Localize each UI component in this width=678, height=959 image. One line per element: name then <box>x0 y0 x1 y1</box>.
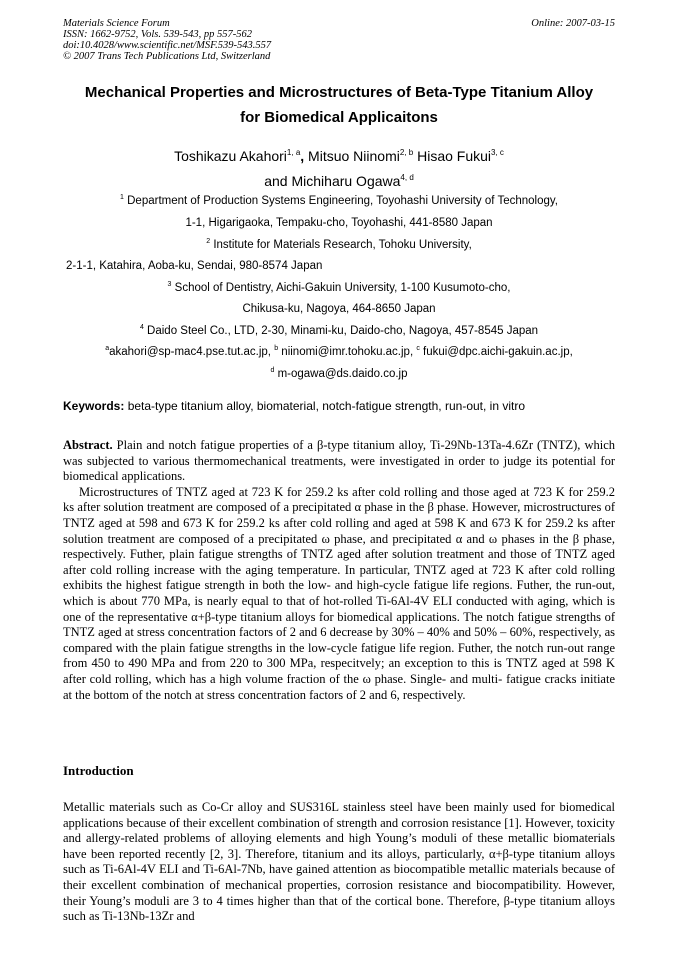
issn-line: ISSN: 1662-9752, Vols. 539-543, pp 557-562 <box>63 29 252 40</box>
affiliation-1-line-2: 1-1, Higarigaoka, Tempaku-cho, Toyohashi, 441-8580 Japan <box>185 217 493 229</box>
email-text: akahori@sp-mac4.pse.tut.ac.jp, <box>109 346 275 358</box>
author-name: Hisao Fukui <box>417 148 492 164</box>
author-sup: 3, c <box>491 148 504 157</box>
affiliation-text: Daido Steel Co., LTD, 2-30, Minami-ku, Daido-cho, Nagoya, 457-8545 Japan <box>147 325 539 337</box>
affiliation-sup: 1 <box>120 194 124 201</box>
keywords-text: beta-type titanium alloy, biomaterial, notch-fatigue strength, run-out, in vitro <box>124 399 526 413</box>
affiliation-2-line-1 <box>40 238 638 252</box>
author-line-2 <box>40 169 638 194</box>
affiliation-3-line-1 <box>40 281 638 295</box>
title-line-2: for Biomedical Applicaitons <box>240 109 438 126</box>
abstract-label: Abstract. <box>63 438 113 452</box>
email-text: niinomi@imr.tohoku.ac.jp, <box>278 346 417 358</box>
abstract-paragraph-2: Microstructures of TNTZ aged at 723 K for 259.2 ks after cold rolling and those aged at 723 K for 259.2 ks after solution treatment are composed of a precipitated α phase in the β phase. However, microstructures of TNTZ aged at 598 and 673 K for 259.2 ks after cold rolling and aged at 598 K and 673 K for 259.2 ks after solution treatment are composed of a precipitated ω phase, and precipitated α and ω phases in the β phase, respectively. Futher, plain fatigue strengths of TNTZ aged after solution treatment and those of TNTZ aged after cold rolling increase with the aging temperature. In particular, TNTZ aged at 723 K after cold rolling exhibits the highest fatigue strength in both the low- and high-cycle fatigue life regions. Futher, the run-out, which is about 770 MPa, is nearly equal to that of hot-rolled Ti-6Al-4V ELI conducted with aging, which is one of the representative α+β-type titanium alloys for biomedical applications. The notch fatigue strengths of TNTZ aged at stress concentration factors of 2 and 6 decrease by 30% – 40% and 50% – 60%, respectively, as compared with the plain fatigue strengths in the low-cycle fatigue life region. Futher, the notch run-out range from 450 to 490 MPa and from 220 to 300 MPa, respecitvely; an exception to this is TNTZ aged at 598 K after cold rolling, which has a high volume fraction of the ω phase. Single- and multi- fatigue cracks initiate at the bottom of the notch at stress concentration factors of 2 and 6, respectively. <box>63 484 615 702</box>
email-sup: c <box>416 345 420 352</box>
affiliation-1-line-1 <box>40 194 638 208</box>
journal-name: Materials Science Forum <box>63 18 170 29</box>
paper-title <box>40 80 638 130</box>
affiliation-3-line-2: Chikusa-ku, Nagoya, 464-8650 Japan <box>242 303 436 315</box>
affiliation-text: Institute for Materials Research, Tohoku University, <box>213 239 472 251</box>
author-name: and Michiharu Ogawa <box>264 173 401 189</box>
journal-header <box>63 18 615 62</box>
author-line-1: Toshikazu Akahori$^{1, a}$, Mitsuo Niinomi$^{2, b}$ Hisao Fukui$^{3, c}$ <box>174 148 504 164</box>
copyright-line: © 2007 Trans Tech Publications Ltd, Switzerland <box>63 51 271 62</box>
abstract <box>63 438 615 703</box>
author-sup: 1, a <box>286 148 301 157</box>
keywords <box>63 398 623 414</box>
email-text: m-ogawa@ds.daido.co.jp <box>274 368 408 380</box>
keywords-label: Keywords: <box>63 399 125 413</box>
affiliation-text: Department of Production Systems Engineering, Toyohashi University of Technology, <box>127 195 558 207</box>
author-name: Mitsuo Niinomi <box>308 148 400 164</box>
email-line-1 <box>40 345 638 359</box>
affiliation-4-line-1 <box>40 324 638 338</box>
email-line-2 <box>40 367 638 381</box>
online-date: Online: 2007-03-15 <box>531 18 615 29</box>
affiliation-2-line-2: 2-1-1, Katahira, Aoba-ku, Sendai, 980-8574 Japan <box>66 260 323 272</box>
author-list <box>40 144 638 194</box>
author-name: Toshikazu Akahori <box>174 148 287 164</box>
affiliation-sup: 4 <box>139 324 144 331</box>
affiliation-sup: 2 <box>206 238 211 245</box>
author-sup: 2, b <box>399 148 414 157</box>
introduction-heading: Introduction <box>63 763 134 778</box>
introduction-paragraph-1: Metallic materials such as Co-Cr alloy and SUS316L stainless steel have been mainly used for biomedical applications because of their excellent combination of strength and corrosion resistance [1]. However, toxicity and allergy-related problems of alloying elements and high Young’s moduli of these metallic biomaterials have been reported recently [2, 3]. Therefore, titanium and its alloys, particularly, α+β-type titanium alloys such as Ti-6Al-4V ELI and Ti-6Al-7Nb, have gained attention as biocompatible metallic materials because of their excellent combination of mechanical properties, corrosion resistance and biocompatibility. However, their Young’s moduli are 3 to 4 times higher than that of the cortical bone. Therefore, β-type titanium alloys such as Ti-13Nb-13Zr and <box>63 800 615 924</box>
email-sup: d <box>270 367 275 374</box>
affiliation-sup: 3 <box>167 281 172 288</box>
affiliation-text: School of Dentistry, Aichi-Gakuin University, 1-100 Kusumoto-cho, <box>174 282 511 294</box>
abstract-text: Plain and notch fatigue properties of a β-type titanium alloy, Ti-29Nb-13Ta-4.6Zr (TNTZ), which was subjected to various thermomechanical treatments, were investigated in order to judge its potential for biomedical applications. <box>63 438 615 484</box>
title-line-1: Mechanical Properties and Microstructures of Beta-Type Titanium Alloy <box>84 84 594 101</box>
email-sup: a <box>105 345 110 352</box>
abstract-paragraph-1 <box>63 438 615 485</box>
email-text: fukui@dpc.aichi-gakuin.ac.jp, <box>419 346 573 358</box>
email-sup: b <box>274 345 279 352</box>
author-sup: 4, d <box>400 173 414 182</box>
doi-line: doi:10.4028/www.scientific.net/MSF.539-543.557 <box>63 40 272 51</box>
introduction-body <box>63 800 615 925</box>
